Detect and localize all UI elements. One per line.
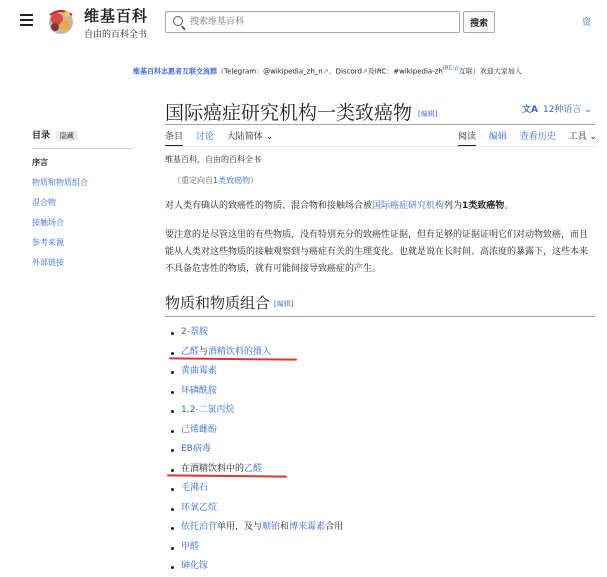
- search-button[interactable]: 搜索: [463, 11, 495, 33]
- paragraph-text: 。: [504, 201, 514, 211]
- list-text: 在酒精饮料中的: [181, 463, 245, 474]
- redirect-link[interactable]: 1类致癌物: [213, 176, 251, 185]
- redirect-note: [173, 175, 590, 186]
- list-link[interactable]: 1,2-二氯丙烷: [181, 405, 235, 415]
- list-link[interactable]: 环磷酰胺: [181, 385, 218, 396]
- language-count: 12种语言: [542, 105, 582, 115]
- group1-bold: 1类致癌物: [462, 201, 505, 211]
- external-link-icon: ↗: [361, 67, 368, 76]
- search-input[interactable]: [190, 15, 450, 29]
- chevron-down-icon: ⌄: [262, 132, 274, 142]
- tabs-divider: [165, 146, 595, 147]
- language-icon: 文A: [522, 105, 538, 115]
- menu-bar: [20, 14, 33, 16]
- language-button[interactable]: [522, 102, 592, 115]
- list-link[interactable]: 依托泊苷: [181, 522, 218, 532]
- search-box[interactable]: [165, 11, 460, 33]
- list-text: 和: [280, 522, 290, 532]
- list-item: [165, 460, 590, 480]
- tab-edit[interactable]: 编辑: [488, 132, 507, 142]
- view-tabs: [458, 129, 607, 142]
- toc-item-references[interactable]: 参考来源: [32, 238, 64, 247]
- list-link[interactable]: 毛沸石: [181, 483, 209, 493]
- tab-article[interactable]: 条目: [165, 132, 183, 147]
- toc-item-intro[interactable]: 序言: [32, 158, 48, 167]
- list-link[interactable]: 砷化镓: [181, 561, 209, 571]
- list-item: [165, 343, 590, 363]
- redirect-prefix: （重定向自: [173, 176, 213, 185]
- notice-group-link[interactable]: 维基百科志愿者互联交流群: [133, 67, 217, 76]
- variant-label: 大陆简体: [226, 132, 263, 142]
- list-item: [165, 479, 590, 499]
- list-item: [165, 518, 590, 538]
- list-link[interactable]: 顺铂: [262, 522, 281, 532]
- page-title: [165, 98, 437, 125]
- list-link[interactable]: 乙醛: [181, 346, 200, 357]
- list-link[interactable]: 乙醛: [244, 463, 263, 474]
- header-link[interactable]: 资: [582, 18, 592, 28]
- namespace-tabs: [165, 129, 283, 142]
- title-divider: [165, 124, 595, 125]
- toc-heading: [32, 128, 142, 141]
- toc-divider: [32, 148, 132, 149]
- list-link[interactable]: 黄曲霉素: [181, 366, 218, 376]
- intro-paragraph: [165, 198, 590, 215]
- section-edit-link[interactable]: [编辑]: [274, 300, 294, 308]
- notice-text: 互联）欢迎大家加入: [458, 67, 522, 76]
- list-link[interactable]: 博来霉素: [289, 522, 326, 532]
- toc-item-substances[interactable]: 物质和物质组合: [32, 178, 88, 187]
- redirect-suffix: ）: [250, 176, 259, 185]
- toc-item-mixtures[interactable]: 混合物: [32, 198, 56, 207]
- tab-read[interactable]: 阅读: [458, 132, 476, 147]
- chevron-down-icon: ⌄: [581, 105, 592, 115]
- iarc-link[interactable]: 国际癌症研究机构: [372, 201, 445, 211]
- toc-item-external-links[interactable]: 外部链接: [32, 258, 64, 267]
- list-item: [165, 538, 590, 558]
- site-notice: [133, 65, 522, 76]
- substance-list: [165, 323, 590, 577]
- list-item: [165, 440, 590, 460]
- list-item: [165, 382, 590, 402]
- paragraph-text: 列为: [444, 201, 463, 211]
- toc-item-exposure[interactable]: 接触场合: [32, 218, 64, 227]
- main-menu-button[interactable]: [20, 14, 33, 29]
- logo-subtitle: 自由的百科全书: [84, 30, 148, 40]
- paragraph-text: 对人类有确认的致癌性的物质、混合物和接触场合被: [165, 201, 373, 211]
- list-item: [165, 557, 590, 577]
- list-item: [165, 499, 590, 519]
- section-title: 物质和物质组合: [165, 294, 271, 312]
- list-link[interactable]: 己烯雌酚: [181, 424, 218, 435]
- note-paragraph: 要注意的是尽管这里的有些物质，没有特别充分的致癌性证据，但有足够的证据证明它们对动物致癌，而且能从人类对这些物质的接触观察到与癌症有关的生理变化。也就是说在长时间、高浓度的暴露下，这些本来不具备危害性的物质，就有可能间接导致癌症的产生。: [165, 230, 589, 274]
- notice-text: 及IRC：#wikipedia-zh: [367, 67, 443, 76]
- list-link[interactable]: 酒精饮料的摄入: [208, 346, 272, 357]
- site-tagline: 维基百科，自由的百科全书: [165, 155, 261, 164]
- tab-talk[interactable]: 讨论: [195, 132, 214, 142]
- wikipedia-wordmark[interactable]: [84, 5, 148, 40]
- menu-bar: [20, 19, 33, 21]
- section-heading: [165, 292, 590, 313]
- list-text: 合用: [325, 522, 344, 532]
- list-link[interactable]: EB病毒: [181, 444, 211, 454]
- table-of-contents: [32, 128, 142, 277]
- menu-bar: [20, 24, 33, 26]
- list-text: 与: [199, 346, 209, 357]
- tools-dropdown[interactable]: [569, 132, 597, 142]
- list-link[interactable]: 环氧乙烷: [181, 502, 218, 513]
- search-icon: [173, 16, 183, 26]
- tools-label: 工具: [568, 132, 587, 142]
- toc-hide-button[interactable]: 隐藏: [56, 131, 78, 141]
- list-link[interactable]: 2-萘胺: [181, 327, 208, 337]
- title-edit-link[interactable]: [编辑]: [418, 110, 438, 118]
- page-title-text: 国际癌症研究机构一类致癌物: [165, 102, 413, 124]
- red-underline-annotation: [167, 474, 287, 477]
- tab-history[interactable]: 查看历史: [519, 132, 556, 142]
- section-divider: [165, 316, 595, 317]
- notice-text: （Telegram：@wikipedia_zh_n: [217, 67, 323, 76]
- variant-dropdown[interactable]: [227, 132, 273, 142]
- wikipedia-logo-icon[interactable]: [45, 5, 77, 37]
- list-link[interactable]: 甲醛: [181, 541, 200, 552]
- external-link-icon: ↗: [322, 67, 329, 76]
- article-body: [165, 154, 590, 577]
- logo-title: 维基百科: [84, 7, 149, 25]
- chevron-down-icon: ⌄: [586, 132, 598, 142]
- list-item: [165, 401, 590, 421]
- red-underline-annotation: [169, 357, 297, 360]
- toc-title: 目录: [32, 131, 51, 141]
- irc-link[interactable]: IRC://: [442, 65, 459, 72]
- list-item: [165, 362, 590, 382]
- list-item: [165, 323, 590, 343]
- list-text: 单用，及与: [217, 522, 263, 532]
- list-item: [165, 421, 590, 441]
- notice-text: 、Discord: [328, 67, 362, 76]
